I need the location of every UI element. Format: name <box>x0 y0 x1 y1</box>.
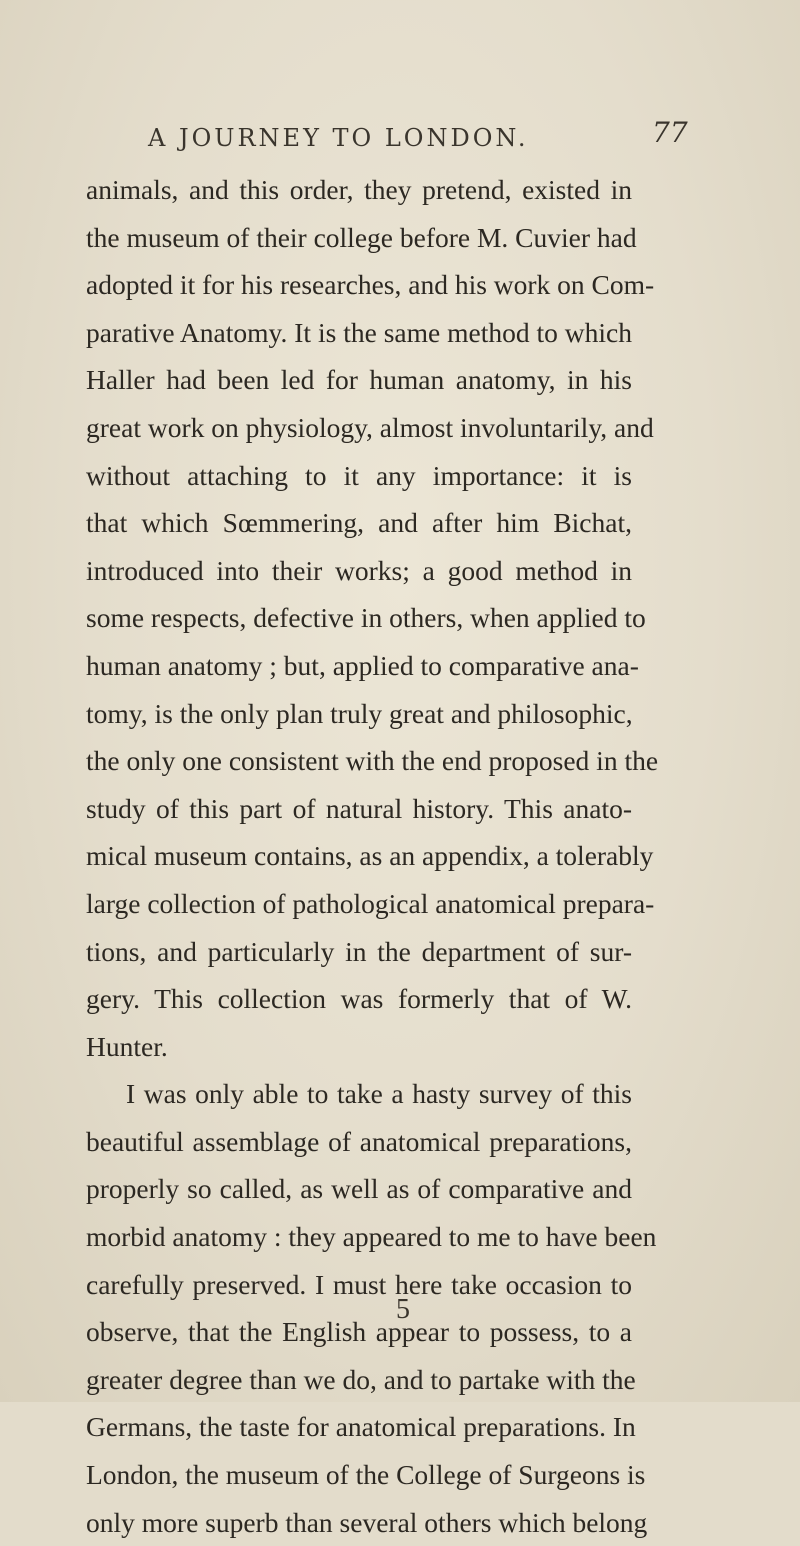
running-head: A JOURNEY TO LONDON. <box>148 124 529 152</box>
text-line: some respects, defective in others, when applied to <box>86 602 646 634</box>
text-line: tomy, is the only plan truly great and philosophic, <box>86 697 633 729</box>
text-line: parative Anatomy. It is the same method to which <box>86 316 632 348</box>
text-line: gery. This collection was formerly that of W. <box>86 983 632 1015</box>
text-line: morbid anatomy : they appeared to me to have been <box>86 1221 657 1253</box>
text-line: observe, that the English appear to possess, to a <box>86 1316 632 1348</box>
paragraph-end-line: Hunter. <box>86 1030 168 1062</box>
text-line: London, the museum of the College of Surgeons is <box>86 1459 646 1491</box>
text-line: tions, and particularly in the department of sur- <box>86 935 632 967</box>
text-line: adopted it for his researches, and his work on Com- <box>86 269 655 301</box>
text-line: human anatomy ; but, applied to comparative ana- <box>86 649 639 681</box>
text-line: Germans, the taste for anatomical preparations. In <box>86 1411 636 1443</box>
text-line: animals, and this order, they pretend, existed in <box>86 174 632 205</box>
paragraph-start-line: I was only able to take a hasty survey of this <box>126 1078 632 1110</box>
text-line: large collection of pathological anatomical prepara- <box>86 887 655 919</box>
text-line: beautiful assemblage of anatomical preparations, <box>86 1125 632 1157</box>
text-line: study of this part of natural history. This anato- <box>86 792 632 824</box>
text-line: greater degree than we do, and to partake with the <box>86 1363 636 1395</box>
text-line: Haller had been led for human anatomy, in his <box>86 364 632 396</box>
signature-mark: 5 <box>396 1294 410 1325</box>
text-line: introduced into their works; a good method in <box>86 554 632 586</box>
text-line: the museum of their college before M. Cuvier had <box>86 221 637 253</box>
text-line: properly so called, as well as of comparative and <box>86 1173 632 1205</box>
text-line: without attaching to it any importance: it is <box>86 459 632 491</box>
text-line: the only one consistent with the end proposed in the <box>86 745 659 777</box>
page-number: 77 <box>652 116 688 149</box>
text-line: only more superb than several others which belong <box>86 1506 648 1538</box>
text-line: mical museum contains, as an appendix, a tolerably <box>86 840 654 872</box>
text-line: that which Sœmmering, and after him Bichat, <box>86 507 632 539</box>
text-line: great work on physiology, almost involuntarily, and <box>86 411 654 443</box>
body-text <box>86 166 659 1546</box>
text-line: carefully preserved. I must here take occasion to <box>86 1268 632 1300</box>
